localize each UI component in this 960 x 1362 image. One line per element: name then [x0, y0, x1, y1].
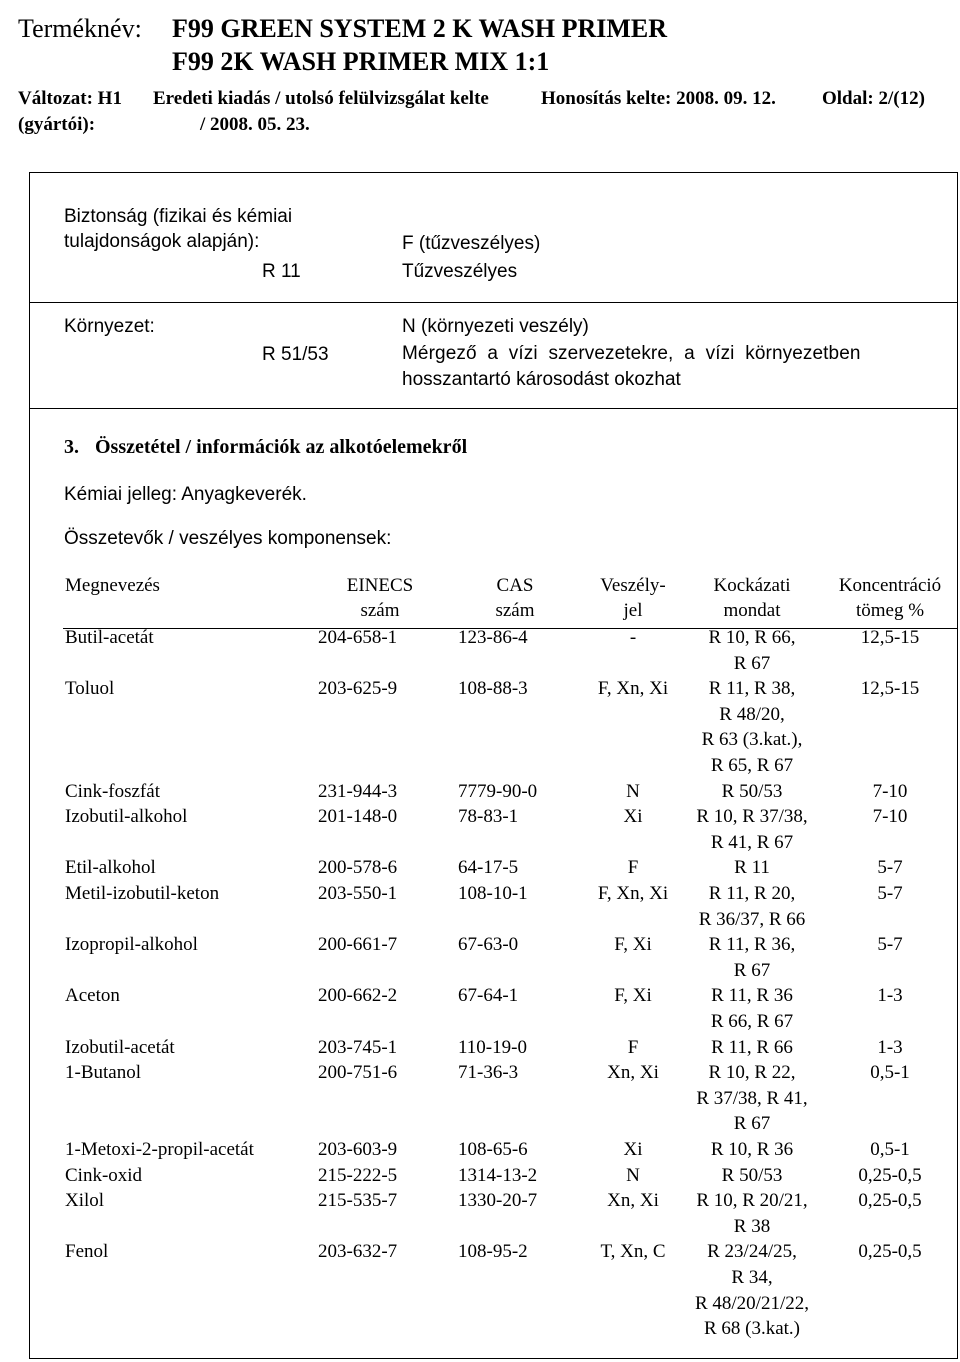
cell-cas: 64-17-5: [458, 857, 519, 879]
safety-r-phrase: R 11: [262, 261, 301, 282]
risk-phrase-line: R 10, R 22,: [708, 1062, 796, 1084]
risk-phrase-line: R 67: [733, 652, 771, 674]
cell-concentration: 0,25-0,5: [858, 1164, 922, 1186]
cell-cas: 110-19-0: [458, 1036, 527, 1058]
cell-risk-phrase: [682, 1137, 822, 1163]
col-header-hazard-symbol: Veszély- jel: [600, 575, 666, 621]
cell-einecs: 203-632-7: [318, 1241, 398, 1263]
cell-risk-phrase: [682, 676, 822, 778]
cell-hazard-symbol: N: [626, 1164, 640, 1186]
risk-phrase-line: R 10, R 36: [710, 1139, 794, 1160]
safety-symbol: F (tűzveszélyes): [402, 233, 541, 254]
risk-phrase-line: R 11, R 20,: [708, 883, 796, 904]
cell-cas: 78-83-1: [458, 806, 519, 828]
cell-concentration: 12,5-15: [860, 627, 920, 648]
approval-date: Honosítás kelte: 2008. 09. 12.: [541, 88, 776, 109]
cell-hazard-symbol: -: [629, 627, 637, 648]
cell-hazard-symbol: F, Xi: [614, 985, 652, 1007]
cell-name: Fenol: [65, 1241, 109, 1263]
cell-cas: 1330-20-7: [458, 1190, 538, 1212]
risk-phrase-line: R 67: [733, 959, 771, 981]
page-number: Oldal: 2/(12): [822, 88, 925, 109]
safety-text: Tűzveszélyes: [402, 261, 518, 282]
col-header-risk-phrase: Kockázati mondat: [713, 575, 791, 621]
cell-hazard-symbol: F: [627, 857, 639, 879]
cell-einecs: 215-535-7: [318, 1190, 398, 1212]
environment-label: Környezet:: [64, 316, 155, 337]
cell-risk-phrase: [682, 1060, 822, 1137]
cell-hazard-symbol: T, Xn, C: [600, 1241, 666, 1263]
cell-name: Aceton: [65, 985, 120, 1007]
cell-concentration: 1-3: [877, 985, 903, 1007]
cell-hazard-symbol: Xn, Xi: [607, 1190, 659, 1212]
risk-phrase-line: R 50/53: [721, 1164, 783, 1186]
cell-einecs: 231-944-3: [318, 780, 398, 802]
cell-hazard-symbol: N: [626, 780, 640, 802]
risk-phrase-line: R 23/24/25,: [707, 1241, 797, 1263]
cell-concentration: 5-7: [877, 857, 903, 879]
cell-concentration: 12,5-15: [860, 678, 920, 700]
cell-hazard-symbol: F: [627, 1036, 639, 1058]
risk-phrase-line: R 10, R 66,: [708, 627, 796, 648]
risk-phrase-line: R 10, R 20/21,: [696, 1190, 808, 1212]
cell-name: Izobutil-acetát: [65, 1036, 175, 1058]
cell-concentration: 5-7: [877, 883, 903, 904]
environment-text-line2: hosszantartó károsodást okozhat: [402, 369, 681, 390]
environment-text-line1: Mérgező a vízi szervezetekre, a vízi környezetben: [402, 343, 861, 364]
environment-r-phrase: R 51/53: [262, 344, 329, 365]
risk-phrase-line: R 10, R 37/38,: [696, 806, 808, 828]
cell-einecs: 203-625-9: [318, 678, 398, 700]
risk-phrase-line: R 11, R 36: [711, 985, 793, 1007]
cell-einecs: 200-578-6: [318, 857, 398, 879]
section-number: 3.: [64, 436, 79, 458]
risk-phrase-line: R 67: [733, 1113, 771, 1135]
safety-label-line2: tulajdonságok alapján):: [64, 231, 260, 252]
cell-concentration: 0,25-0,5: [858, 1190, 922, 1212]
cell-hazard-symbol: F, Xn, Xi: [597, 678, 669, 700]
risk-phrase-line: R 11, R 38,: [708, 678, 796, 700]
cell-name: Toluol: [65, 678, 115, 700]
cell-hazard-symbol: Xi: [623, 806, 643, 828]
product-name-line2: F99 2K WASH PRIMER MIX 1:1: [172, 47, 550, 76]
version-label: Változat: H1: [18, 88, 122, 109]
product-name-label: Terméknév:: [18, 14, 142, 43]
cell-risk-phrase: [682, 881, 822, 932]
risk-phrase-line: R 11, R 66: [711, 1036, 793, 1058]
divider-environment: [30, 408, 957, 409]
cell-hazard-symbol: F, Xi: [614, 934, 652, 956]
cell-cas: 108-95-2: [458, 1241, 528, 1263]
cell-cas: 71-36-3: [458, 1062, 519, 1084]
cell-risk-phrase: [682, 855, 822, 881]
cell-cas: 108-10-1: [458, 883, 528, 904]
cell-name: Izopropil-alkohol: [65, 934, 198, 956]
cell-name: 1-Metoxi-2-propil-acetát: [65, 1139, 254, 1160]
col-header-cas: CAS szám: [495, 575, 535, 621]
risk-phrase-line: R 11: [734, 857, 770, 879]
cell-cas: 67-63-0: [458, 934, 519, 956]
col-header-name: Megnevezés: [65, 575, 160, 596]
cell-risk-phrase: [682, 1188, 822, 1239]
col-header-einecs: EINECS szám: [346, 575, 414, 621]
section-title: Összetétel / információk az alkotóelemekről: [95, 436, 468, 458]
risk-phrase-line: R 37/38, R 41,: [696, 1087, 808, 1109]
cell-hazard-symbol: Xi: [623, 1139, 643, 1160]
cell-risk-phrase: [682, 983, 822, 1034]
safety-label-line1: Biztonság (fizikai és kémiai: [64, 206, 293, 227]
cell-risk-phrase: [682, 804, 822, 855]
issue-label: Eredeti kiadás / utolsó felülvizsgálat kelte: [153, 88, 489, 109]
environment-symbol: N (környezeti veszély): [402, 316, 589, 337]
cell-cas: 108-88-3: [458, 678, 528, 700]
risk-phrase-line: R 48/20/21/22,: [694, 1292, 809, 1314]
cell-concentration: 1-3: [877, 1036, 903, 1058]
cell-concentration: 5-7: [877, 934, 903, 956]
risk-phrase-line: R 36/37, R 66: [698, 908, 806, 930]
cell-cas: 1314-13-2: [458, 1164, 538, 1186]
cell-cas: 123-86-4: [458, 627, 528, 648]
cell-hazard-symbol: F, Xn, Xi: [597, 883, 669, 904]
risk-phrase-line: R 65, R 67: [710, 754, 794, 776]
cell-concentration: 7-10: [872, 806, 908, 828]
cell-einecs: 200-751-6: [318, 1062, 398, 1084]
cell-cas: 108-65-6: [458, 1139, 528, 1160]
cell-einecs: 203-745-1: [318, 1036, 398, 1058]
cell-einecs: 204-658-1: [318, 627, 398, 648]
cell-risk-phrase: [682, 1239, 822, 1341]
risk-phrase-line: R 68 (3.kat.): [703, 1318, 801, 1340]
cell-einecs: 203-550-1: [318, 883, 398, 904]
cell-concentration: 0,5-1: [870, 1062, 910, 1084]
issue-date: / 2008. 05. 23.: [200, 114, 310, 135]
cell-name: Etil-alkohol: [65, 857, 156, 879]
cell-name: 1-Butanol: [65, 1062, 141, 1084]
cell-risk-phrase: [682, 1163, 822, 1189]
risk-phrase-line: R 63 (3.kat.),: [701, 729, 803, 751]
risk-phrase-line: R 41, R 67: [710, 831, 794, 853]
cell-einecs: 200-662-2: [318, 985, 398, 1007]
cell-risk-phrase: [682, 932, 822, 983]
cell-einecs: 203-603-9: [318, 1139, 398, 1160]
cell-hazard-symbol: Xn, Xi: [607, 1062, 659, 1084]
cell-name: Izobutil-alkohol: [65, 806, 188, 828]
cell-einecs: 200-661-7: [318, 934, 398, 956]
cell-concentration: 0,5-1: [870, 1139, 910, 1160]
cell-name: Cink-oxid: [65, 1164, 143, 1186]
risk-phrase-line: R 48/20,: [719, 703, 785, 725]
cell-risk-phrase: [682, 625, 822, 676]
cell-name: Butil-acetát: [65, 627, 154, 648]
risk-phrase-line: R 11, R 36,: [708, 934, 796, 956]
cell-einecs: 215-222-5: [318, 1164, 398, 1186]
cell-name: Xilol: [65, 1190, 105, 1212]
risk-phrase-line: R 66, R 67: [710, 1010, 794, 1032]
cell-concentration: 0,25-0,5: [858, 1241, 922, 1263]
components-label: Összetevők / veszélyes komponensek:: [64, 528, 392, 549]
divider-safety: [30, 302, 957, 303]
product-name-line1: F99 GREEN SYSTEM 2 K WASH PRIMER: [172, 14, 668, 43]
version-sub: (gyártói):: [18, 114, 96, 135]
col-header-concentration: Koncentráció tömeg %: [838, 575, 942, 621]
cell-risk-phrase: [682, 779, 822, 805]
risk-phrase-line: R 50/53: [721, 780, 783, 802]
risk-phrase-line: R 38: [733, 1215, 771, 1237]
cell-concentration: 7-10: [872, 780, 908, 802]
cell-einecs: 201-148-0: [318, 806, 398, 828]
cell-name: Metil-izobutil-keton: [65, 883, 220, 904]
chemical-nature: Kémiai jelleg: Anyagkeverék.: [64, 484, 307, 505]
cell-cas: 7779-90-0: [458, 780, 538, 802]
cell-name: Cink-foszfát: [65, 780, 160, 802]
cell-risk-phrase: [682, 1035, 822, 1061]
cell-cas: 67-64-1: [458, 985, 519, 1007]
risk-phrase-line: R 34,: [731, 1266, 773, 1288]
